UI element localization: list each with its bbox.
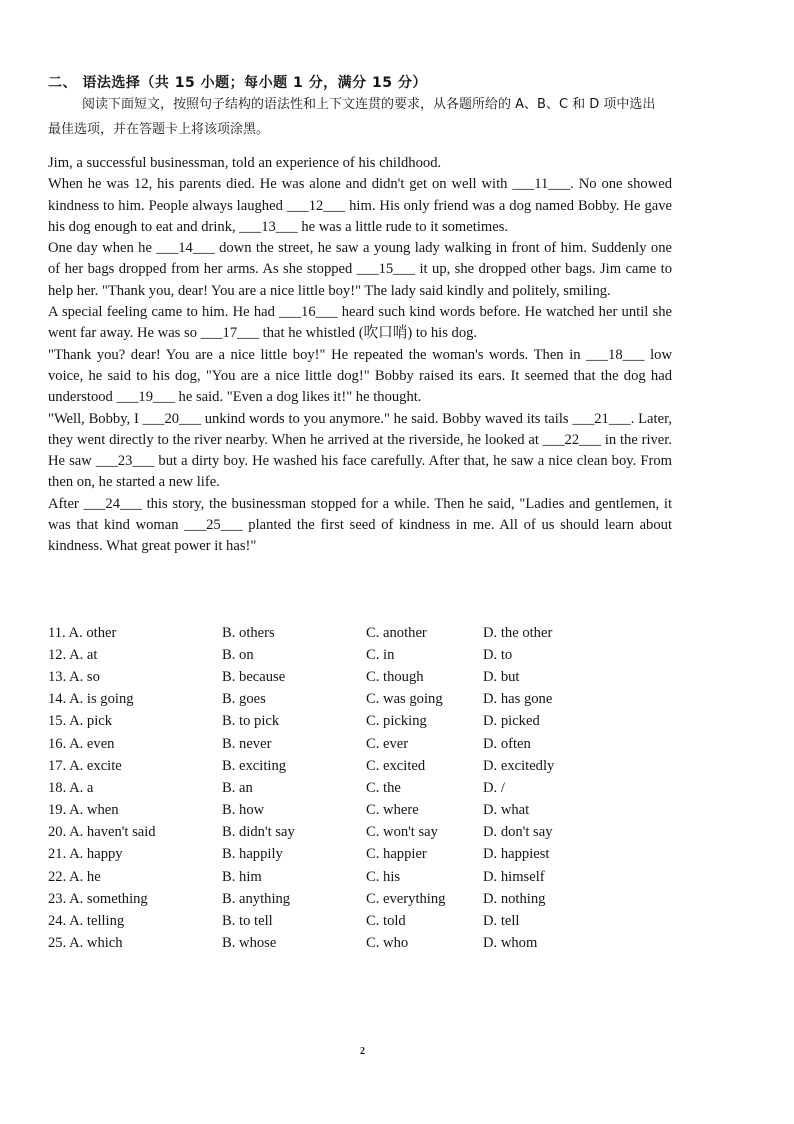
option-c: C. another [366, 624, 427, 641]
option-row [48, 910, 593, 932]
option-d: D. picked [483, 713, 540, 730]
option-d: D. nothing [483, 890, 546, 907]
option-d: D. to [483, 646, 513, 663]
option-c: C. his [366, 868, 401, 885]
answer-options-list [48, 622, 593, 955]
option-b: B. how [222, 802, 265, 819]
option-b: B. didn't say [222, 824, 295, 841]
passage-paragraph: "Well, Bobby, I ___20___ unkind words to you anymore." he said. Bobby waved its tails ___21___. Later, they went directly to the river nearby. When he arrived at the riverside, he looked at ___22___ in the river. He saw ___23___ but a dirty boy. He washed his face carefully. After that, he saw a nice clean boy. From then on, he started a new life. [48, 410, 672, 491]
reading-passage [48, 153, 672, 558]
option-a: 15. A. pick [48, 713, 113, 730]
option-row [48, 800, 593, 822]
option-d: D. excitedly [483, 757, 555, 774]
option-row [48, 844, 593, 866]
option-c: C. who [366, 935, 409, 952]
option-row [48, 822, 593, 844]
option-c: C. ever [366, 735, 409, 752]
option-b: B. anything [222, 890, 291, 907]
option-row [48, 622, 593, 644]
option-row [48, 711, 593, 733]
option-a: 24. A. telling [48, 913, 125, 930]
option-a: 12. A. at [48, 646, 98, 663]
option-b: B. to tell [222, 913, 273, 930]
option-d: D. what [483, 802, 530, 819]
option-c: C. everything [366, 890, 446, 907]
option-b: B. whose [222, 935, 277, 952]
option-b: B. him [222, 868, 262, 885]
option-row [48, 933, 593, 955]
passage-paragraph: When he was 12, his parents died. He was alone and didn't get on well with ___11___. No one showed kindness to him. People always laughed ___12___ him. His only friend was a dog named Bobby. He gave his dog enough to eat and drink, ___13___ he was a little rude to it sometimes. [48, 176, 672, 235]
option-c: C. was going [366, 691, 443, 708]
option-c: C. happier [366, 846, 427, 863]
option-b: B. goes [222, 691, 266, 708]
option-b: B. to pick [222, 713, 280, 730]
passage-paragraph: "Thank you? dear! You are a nice little boy!" He repeated the woman's words. Then in ___18___ low voice, he said to his dog, "You are a nice little dog!" Bobby raised its ears. It seemed that the dog had understood ___19___ he said. "Even a dog likes it!" he thought. [48, 346, 672, 406]
option-a: 20. A. haven't said [48, 824, 156, 841]
option-b: B. because [222, 668, 286, 685]
option-c: C. won't say [366, 824, 438, 841]
option-a: 17. A. excite [48, 757, 122, 774]
option-row [48, 666, 593, 688]
option-d: D. / [483, 779, 505, 796]
option-row [48, 733, 593, 755]
passage-paragraph: One day when he ___14___ down the street, he saw a young lady walking in front of him. Suddenly one of her bags dropped from her arms. As she stopped ___15___ it up, she dropped other bags. Jim came to help her. "Thank you, dear! You are a nice little boy!" The lady said kindly and politely, smiling. [48, 240, 672, 299]
option-c: C. picking [366, 713, 427, 730]
option-a: 19. A. when [48, 802, 119, 819]
section-title: 二、 语法选择（共 15 小题；每小题 1 分，满分 15 分） [48, 75, 427, 91]
option-a: 21. A. happy [48, 846, 123, 863]
option-c: C. told [366, 913, 406, 930]
option-a: 18. A. a [48, 779, 94, 796]
option-d: D. happiest [483, 846, 550, 863]
option-b: B. exciting [222, 757, 287, 774]
option-row [48, 888, 593, 910]
option-row [48, 866, 593, 888]
option-a: 13. A. so [48, 668, 100, 685]
passage-paragraph: After ___24___ this story, the businessman stopped for a while. Then he said, "Ladies and gentlemen, it was that kind woman ___25___ planted the first seed of kindness in me. All of us should learn about kindness. What great power it has!" [48, 495, 672, 555]
option-d: D. don't say [483, 824, 553, 841]
passage-paragraph: Jim, a successful businessman, told an experience of his childhood. [48, 155, 442, 171]
option-a: 22. A. he [48, 868, 101, 885]
option-b: B. an [222, 779, 253, 796]
passage-paragraph: A special feeling came to him. He had ___16___ heard such kind words before. He watched her until she went far away. He was so ___17___ that he whistled (吹口哨) to his dog. [48, 304, 672, 342]
option-c: C. excited [366, 757, 426, 774]
option-d: D. tell [483, 913, 520, 930]
section-instructions: 阅读下面短文，按照句子结构的语法性和上下文连贯的要求，从各题所给的 A、B、C 和 D 项中选出最佳选项，并在答题卡上将该项涂黑。 [48, 97, 656, 137]
option-row [48, 644, 593, 666]
option-d: D. himself [483, 868, 545, 885]
option-d: D. whom [483, 935, 538, 952]
option-c: C. where [366, 802, 419, 819]
option-d: D. the other [483, 624, 553, 641]
option-row [48, 689, 593, 711]
option-d: D. but [483, 668, 520, 685]
option-b: B. never [222, 735, 272, 752]
option-c: C. the [366, 779, 401, 796]
option-c: C. though [366, 668, 424, 685]
option-d: D. has gone [483, 691, 553, 708]
option-b: B. others [222, 624, 275, 641]
option-a: 23. A. something [48, 890, 148, 907]
page-number: 2 [360, 1046, 365, 1057]
option-a: 11. A. other [48, 624, 117, 641]
option-c: C. in [366, 646, 395, 663]
option-a: 16. A. even [48, 735, 115, 752]
option-a: 25. A. which [48, 935, 123, 952]
option-row [48, 777, 593, 799]
option-d: D. often [483, 735, 531, 752]
option-b: B. happily [222, 846, 283, 863]
option-a: 14. A. is going [48, 691, 134, 708]
option-row [48, 755, 593, 777]
option-b: B. on [222, 646, 254, 663]
